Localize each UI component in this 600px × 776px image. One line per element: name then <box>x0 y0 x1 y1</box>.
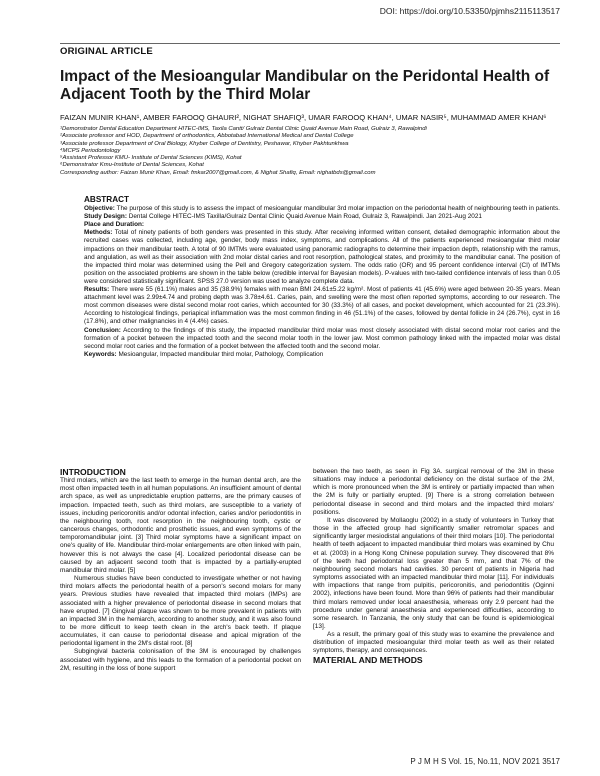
abstract-results <box>84 286 560 326</box>
conclusion-text: According to the findings of this study, the impacted mandibular third molar was most closely associated with distal second molar root caries and the formation of a pocket between the impacted tooth and the second molar tooth in the lower jaw. Most common pathology linked with the impacted molar was distal second molar root caries and the formation of a pocket between the affected tooth and the second molar. <box>84 326 560 350</box>
affiliation-line: ⁴MCPS Periodontology <box>60 147 121 154</box>
results-label: Results: <box>84 286 110 294</box>
affiliations <box>60 126 560 177</box>
abstract-design <box>84 213 560 221</box>
affiliation-line: ⁶Demonstrator Kmu-Institute of Dental Sciences, Kohat <box>60 162 204 169</box>
objective-label: Objective: <box>84 205 115 213</box>
right-column <box>313 468 554 665</box>
methods-text: Total of ninety patients of both genders was presented in this study. After receiving informed written consent, detailed demographic information about the recruited cases was collected, including age, gender, body mass index, symptoms, and complications. All of the patients experienced mesioangular third molar impactions on their mandibular teeth. A total of 90 IMTMs were evaluated using panoramic radiographs to determine their impaction depth, relationship with the ramus, and angulation, as well as their association with 2nd molar distal caries and root resorption, pathological states, and proximity to the mandibular canal. The position of the impacted third molar was determined using the Pell and Gregory categorization system. The odds ratio (OR) and 95 percent confidence interval (CI) of IMTMs position on the associated problems are shown in the table below (credible interval for Bayesian models). P-values with two-tailed confidence intervals of less than 0.05 were considered statistically significant. SPSS 27.0 version was used to analyze complete data. <box>84 229 560 285</box>
objective-text: The purpose of this study is to assess the impact of mesioangular mandibular 3rd molar impaction on the periodontal health of neighbouring teeth in patients. <box>114 205 560 213</box>
keywords-label: Keywords: <box>84 350 117 358</box>
introduction-heading: INTRODUCTION <box>60 467 126 477</box>
methods-label: Methods: <box>84 229 113 237</box>
abstract-objective <box>84 205 560 213</box>
methods-heading: MATERIAL AND METHODS <box>313 654 423 665</box>
corresponding-author: Corresponding author: Faizan Munir Khan, Email: fmkar2007@gmail.com, & Nighat Shafiq, Email: nighatbds@gmail.com <box>60 169 376 176</box>
intro-paragraph: Numerous studies have been conducted to investigate whether or not having third molars affects the periodontal health of a person's second molars for many years. Previous studies have revealed that impacted third molars (IMPs) are associated with a higher prevalence of periodontal disease in second molars that have erupted. [7] Gingival plaque was shown to be more prevalent in patients with an impacted 3M in the hemiarch, according to another study, and it was also found to be more difficult to keep teeth clean in the arch's back teeth. If plaque accumulates, it can cause to periodontal disease and apical migration of the periodontal ligament in the 2M's distal root. [8] <box>60 575 301 648</box>
design-text: Dental College HITEC-IMS Taxilla/Gulraiz Dental Clinic Quaid Avenue Main Road, Gulraiz 3, Rawalpindi. Jan 2021-Aug 2021 <box>126 213 482 221</box>
abstract-place <box>84 221 560 229</box>
intro-paragraph: As a result, the primary goal of this study was to examine the prevalence and distribution of impacted mesioangular third molar teeth as well as their related symptoms, therapy, and consequences. <box>313 631 554 655</box>
doi-link[interactable]: DOI: https://doi.org/10.53350/pjmhs2115113517 <box>379 6 560 16</box>
intro-paragraph: Subgingival bacteria colonisation of the 3M is encouraged by challenges associated with hygiene, and this leads to the formation of a periodontal pocket on 2M, resulting in the loss of bone support <box>60 648 301 672</box>
affiliation-line: ²Associate professor and HOD, Department of orthodontics, Abbotabad International Medical and Dental College <box>60 133 354 140</box>
left-column <box>60 468 301 673</box>
header-divider <box>60 43 560 44</box>
abstract-keywords <box>84 351 560 359</box>
abstract <box>84 196 560 359</box>
affiliation-line: ¹Demonstrator Dental Education Department HITEC-IMS, Taxila Cantt/ Gulraiz Dental Clinic Quaid Avenue Main Road, Gulraiz 3, Rawalpindi <box>60 126 427 132</box>
keywords-text: Mesioangular, Impacted mandibular third molar, Pathology, Complication <box>116 350 324 358</box>
results-text: There were 55 (61.1%) males and 35 (38.9%) females with mean BMI 24.61±5.22 kg/m². Most of patients 41 (45.6%) were aged between 20-35 years. Mean attachment level was 2.99±4.74 and probing depth was 3.78±4.61. Caries, pain, and swelling were the most often reported symptoms, according to our research. The most common diseases were distal second molar root caries, which accounted for 30 (33.3%) of all cases, and pocket development, which accounted for 21 (23.3%). According to histological findings, periapical inflammation was the most common finding in 46 (51.1%) of the cases, followed by dental follicle in 24 (26.7%), cyst in 16 (17.8%), and other malignancies in 4 (4.4%) cases. <box>84 286 560 326</box>
place-label: Place and Duration: <box>84 221 145 229</box>
paper-title: Impact of the Mesioangular Mandibular on the Peridontal Health of Adjacent Tooth by the Third Molar <box>60 68 550 103</box>
page-footer: P J M H S Vol. 15, No.11, NOV 2021 3517 <box>410 757 560 766</box>
affiliation-line: ⁵Assistant Professor KMU- Institute of Dental Sciences (KIMS), Kohat <box>60 155 242 162</box>
intro-paragraph: between the two teeth, as seen in Fig 3A. surgical removal of the 3M in these situations may induce a periodontal deficiency on the distal surface of the 2M, which is more pronounced when the 3M is entirely or partially impacted than when the 2M is fully or partially erupted. [9] There is a strong correlation between periodontal disease in second and third molars and the impacted third molars' positions. <box>313 468 554 516</box>
abstract-conclusion <box>84 327 560 351</box>
abstract-methods <box>84 229 560 286</box>
affiliation-line: ³Associate professor Department of Oral Biology, Khyber College of Dentistry, Peshawar, Khyber Pakhtunkhwa <box>60 140 349 147</box>
intro-paragraph: It was discovered by Mollaoglu (2002) in a study of volunteers in Turkey that those in the affected group had significantly smaller retromolar spaces and significantly larger mesiodistal angulations of their third molars [10]. The periodontal health of teeth adjacent to impacted mandibular third molars was examined by Chu et al. (2003) in a Hong Kong Chinese population survey. They discovered that 8% of the teeth had periodontal loss greater than 5 mm, and that 7% of the neighbouring second molars had cavities. 30 percent of patients in Nigeria had symptoms associated with an impacted mandibular third molar [11]. For individuals with impactions that range from pulpitis, pericoronitis, and periodontitis (Oginni 2002), infections have been found. More than 96% of patients had their mandibular third molars removed under local anaesthesia, whereas only 2.9 percent had the procedure under general anaesthesia and experienced difficulties, according to some research. In Tanzania, the only study that can be found is epidemiological [13]. <box>313 516 554 630</box>
conclusion-label: Conclusion: <box>84 326 121 334</box>
abstract-heading: ABSTRACT <box>84 195 130 204</box>
intro-paragraph: Third molars, which are the last teeth to emerge in the human dental arch, are the most often impacted teeth in all human populations. An insufficient amount of dental arch space, as well as unpredictable eruption patterns, are the primary causes of impaction. Impacted teeth, such as third molars, are susceptible to a variety of issues, including pericoronitis and/or odontal infection, caries and/or periodontitis in the neighbouring tooth, root resorption in the neighbouring tooth, cystic or cancerous changes, orthodontic and prosthetic issues, and even symptoms of the temporomandibular joint. [3] Third molar symptoms have a significant impact on one's quality of life. Mandibular third-molar enlargements are often linked with pain, however this is not always the case [4]. Localized periodontal disease can be caused by an adjacent second tooth that is impacted by a partially-erupted mandibular third molar. [5] <box>60 477 301 574</box>
author-list: FAIZAN MUNIR KHAN¹, AMBER FAROOQ GHAURI², NIGHAT SHAFIQ³, UMAR FAROOQ KHAN⁴, UMAR NASIR⁵, MUHAMMAD AMER KHAN⁶ <box>60 113 547 122</box>
article-type: ORIGINAL ARTICLE <box>60 46 153 57</box>
design-label: Study Design: <box>84 213 127 221</box>
